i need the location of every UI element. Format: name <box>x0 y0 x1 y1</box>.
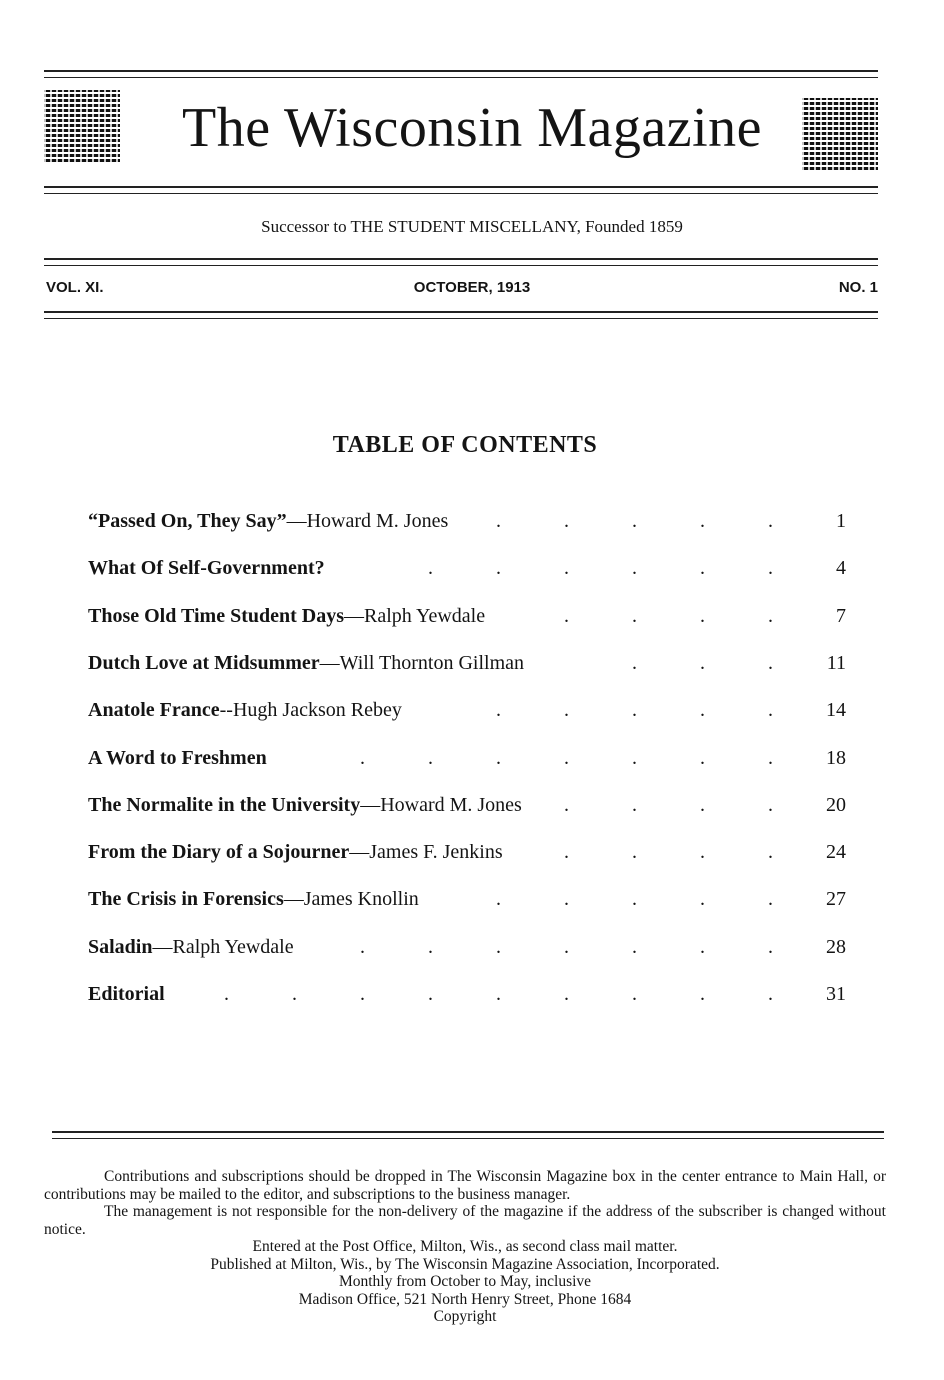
toc-entry-page: 14 <box>826 699 846 721</box>
toc-entry-text <box>88 983 165 1006</box>
leader-dot: . <box>768 841 773 863</box>
leader-dot: . <box>700 605 705 627</box>
toc-entry-text <box>88 510 448 533</box>
leader-dot: . <box>768 605 773 627</box>
toc-entry-page: 24 <box>826 841 846 863</box>
masthead-rule <box>44 186 878 188</box>
toc-entry <box>88 510 868 540</box>
leader-dot: . <box>564 557 569 579</box>
notice-management: The management is not responsible for the non-delivery of the magazine if the address of the subscriber is changed without notice. <box>44 1203 886 1238</box>
toc-entry-text <box>88 936 294 959</box>
leader-dot: . <box>700 699 705 721</box>
toc-entry-title: Editorial <box>88 983 165 1005</box>
leader-dot: . <box>360 747 365 769</box>
toc-entry <box>88 652 868 682</box>
leader-dot: . <box>768 699 773 721</box>
leader-dot: . <box>428 747 433 769</box>
leader-dot: . <box>632 699 637 721</box>
leader-dot: . <box>496 747 501 769</box>
toc-entry <box>88 605 868 635</box>
toc-entry-page: 20 <box>826 794 846 816</box>
footer-rule-thin <box>52 1138 884 1139</box>
toc-entry <box>88 983 868 1013</box>
leader-dot: . <box>700 510 705 532</box>
leader-dot: . <box>768 557 773 579</box>
leader-dot: . <box>496 936 501 958</box>
leader-dot: . <box>496 510 501 532</box>
toc-entry-text <box>88 747 267 770</box>
toc-entry-author: —Ralph Yewdale <box>152 936 294 958</box>
leader-dot: . <box>700 888 705 910</box>
toc-entry-author: —James F. Jenkins <box>349 841 503 863</box>
toc-entry-title: The Normalite in the University <box>88 794 361 816</box>
toc-entry-title: From the Diary of a Sojourner <box>88 841 350 863</box>
toc-entry <box>88 699 868 729</box>
leader-dot: . <box>564 699 569 721</box>
leader-dot: . <box>564 888 569 910</box>
successor-line: Successor to THE STUDENT MISCELLANY, Founded 1859 <box>261 217 683 236</box>
leader-dot: . <box>632 888 637 910</box>
toc-entry-page: 1 <box>836 510 846 532</box>
leader-dot: . <box>768 652 773 674</box>
toc-entry-text <box>88 605 485 628</box>
leader-dot: . <box>632 747 637 769</box>
toc-entry-text <box>88 699 402 722</box>
leader-dot: . <box>700 652 705 674</box>
leader-dot: . <box>768 888 773 910</box>
leader-dot: . <box>428 983 433 1005</box>
leader-dot: . <box>700 936 705 958</box>
leader-dot: . <box>700 983 705 1005</box>
toc-entry-page: 11 <box>826 652 846 674</box>
leader-dot: . <box>632 841 637 863</box>
toc-entry-title: “Passed On, They Say” <box>88 510 287 532</box>
notice-frequency: Monthly from October to May, inclusive <box>338 1273 592 1290</box>
leader-dot: . <box>700 557 705 579</box>
toc-entry-page: 27 <box>826 888 846 910</box>
toc-entry-author: —Ralph Yewdale <box>344 605 486 627</box>
leader-dot: . <box>632 794 637 816</box>
toc-entry-text <box>88 557 325 580</box>
leader-dot: . <box>632 510 637 532</box>
toc-entry-title: Those Old Time Student Days <box>88 605 344 627</box>
leader-dot: . <box>768 794 773 816</box>
leader-dot: . <box>496 557 501 579</box>
leader-dot: . <box>428 936 433 958</box>
issue-rule-bottom <box>44 311 878 313</box>
toc-entry <box>88 888 868 918</box>
leader-dot: . <box>292 983 297 1005</box>
notice-contributions: Contributions and subscriptions should be dropped in The Wisconsin Magazine box in the center entrance to Main Hall, or contributions may be mailed to the editor, and subscriptions to the business manager. <box>44 1168 886 1203</box>
leader-dot: . <box>496 983 501 1005</box>
toc-entry-title: The Crisis in Forensics <box>88 888 284 910</box>
leader-dot: . <box>768 747 773 769</box>
toc-entry-page: 4 <box>836 557 846 579</box>
toc-entry-author: —Howard M. Jones <box>360 794 522 816</box>
toc-entry <box>88 747 868 777</box>
toc-entry-author: —Will Thornton Gillman <box>319 652 525 674</box>
leader-dot: . <box>428 557 433 579</box>
toc-entry-text <box>88 841 503 864</box>
toc-entry-title: What Of Self-Government? <box>88 557 325 579</box>
leader-dot: . <box>224 983 229 1005</box>
toc-entry-page: 28 <box>826 936 846 958</box>
notice-office: Madison Office, 521 North Henry Street, Phone 1684 <box>298 1290 632 1308</box>
toc-entry <box>88 841 868 871</box>
toc-entry-title: Saladin <box>88 936 153 958</box>
leader-dot: . <box>564 983 569 1005</box>
toc-entry-text <box>88 888 419 911</box>
leader-dot: . <box>632 605 637 627</box>
leader-dot: . <box>700 747 705 769</box>
top-rule-thin <box>44 77 878 78</box>
leader-dot: . <box>564 605 569 627</box>
toc-entry-text <box>88 794 522 817</box>
toc-entry-page: 18 <box>826 747 846 769</box>
toc-entry-title: A Word to Freshmen <box>88 747 267 769</box>
issue-number: NO. 1 <box>838 279 878 296</box>
issue-date: OCTOBER, 1913 <box>413 279 531 296</box>
leader-dot: . <box>700 841 705 863</box>
notice-published: Published at Milton, Wis., by The Wisconsin Magazine Association, Incorporated. <box>210 1255 720 1273</box>
issue-rule-top-thin <box>44 265 878 266</box>
leader-dot: . <box>768 510 773 532</box>
toc-entry <box>88 557 868 587</box>
notice-post-office: Entered at the Post Office, Milton, Wis., as second class mail matter. <box>252 1238 678 1255</box>
leader-dot: . <box>632 557 637 579</box>
toc-heading: TABLE OF CONTENTS <box>332 432 598 458</box>
leader-dot: . <box>564 794 569 816</box>
leader-dot: . <box>564 510 569 532</box>
leader-dot: . <box>768 936 773 958</box>
toc-entry-author: —James Knollin <box>283 888 419 910</box>
leader-dot: . <box>632 983 637 1005</box>
notice-copyright: Copyright <box>433 1308 497 1325</box>
footer-rule <box>52 1131 884 1133</box>
leader-dot: . <box>632 936 637 958</box>
leader-dot: . <box>360 936 365 958</box>
leader-dot: . <box>496 699 501 721</box>
toc-entry-title: Dutch Love at Midsummer <box>88 652 320 674</box>
top-rule <box>44 70 878 72</box>
leader-dot: . <box>564 841 569 863</box>
masthead-title: The Wisconsin Magazine <box>182 97 762 159</box>
toc-entry-page: 31 <box>826 983 846 1005</box>
leader-dot: . <box>496 888 501 910</box>
toc-entry-author: --Hugh Jackson Rebey <box>219 699 402 721</box>
issue-rule-bottom-thin <box>44 318 878 319</box>
issue-volume: VOL. XI. <box>46 279 104 296</box>
leader-dot: . <box>360 983 365 1005</box>
leader-dot: . <box>632 652 637 674</box>
issue-rule-top <box>44 258 878 260</box>
toc-entry <box>88 794 868 824</box>
leader-dot: . <box>700 794 705 816</box>
leader-dot: . <box>564 747 569 769</box>
publication-notice <box>44 1168 886 1326</box>
leader-dot: . <box>564 936 569 958</box>
toc-entry <box>88 936 868 966</box>
toc-entry-author: —Howard M. Jones <box>286 510 449 532</box>
leader-dot: . <box>768 983 773 1005</box>
toc-entry-text <box>88 652 524 675</box>
toc-entry-title: Anatole France <box>88 699 220 721</box>
masthead-rule-thin <box>44 193 878 194</box>
toc-entry-page: 7 <box>836 605 846 627</box>
